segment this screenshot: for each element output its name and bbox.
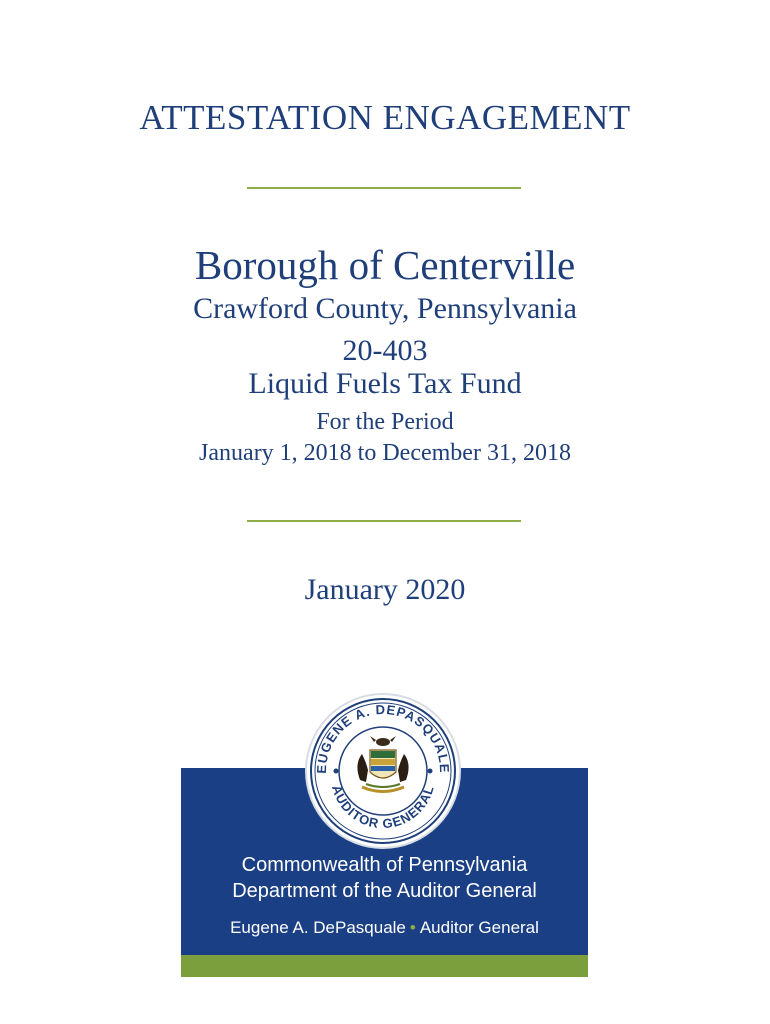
banner-green-stripe — [181, 955, 588, 977]
fund-name: Liquid Fuels Tax Fund — [248, 367, 522, 400]
report-date: January 2020 — [304, 573, 466, 606]
seal-top-text: EUGENE A. DEPASQUALE — [313, 701, 453, 774]
bottom-divider — [247, 520, 521, 522]
bullet-separator: • — [409, 918, 416, 937]
seal-icon — [304, 692, 462, 850]
entity-code: 20-403 — [342, 334, 428, 367]
top-divider — [247, 187, 521, 189]
period-label: For the Period — [316, 409, 454, 435]
county-state: Crawford County, Pennsylvania — [193, 292, 577, 325]
period-range: January 1, 2018 to December 31, 2018 — [199, 440, 571, 466]
seal-bottom-text: AUDITOR GENERAL — [329, 783, 437, 832]
banner-department: Department of the Auditor General — [232, 880, 537, 902]
banner-officer-role: Auditor General — [419, 918, 539, 937]
entity-title: Borough of Centerville — [194, 242, 576, 288]
banner-officer — [181, 918, 588, 938]
report-type-heading: ATTESTATION ENGAGEMENT — [139, 98, 631, 137]
banner-commonwealth: Commonwealth of Pennsylvania — [241, 854, 528, 876]
auditor-general-seal — [304, 692, 462, 850]
banner-officer-name: Eugene A. DePasquale — [230, 918, 406, 937]
